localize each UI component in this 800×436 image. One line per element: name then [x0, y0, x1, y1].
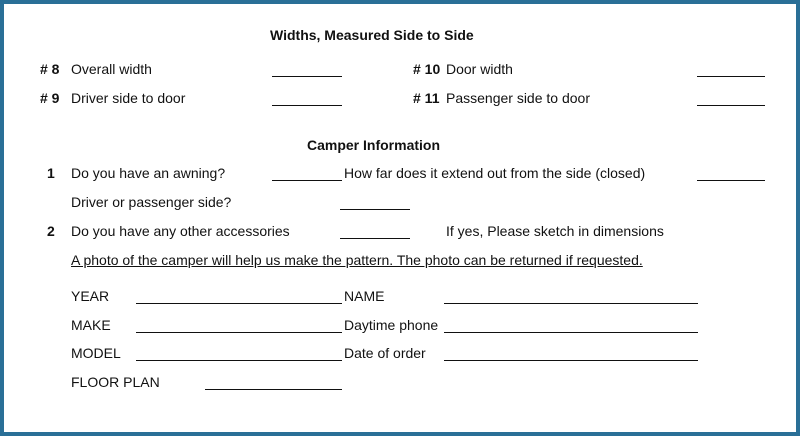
photo-note: A photo of the camper will help us make the pattern. The photo can be returned if requested. [71, 252, 643, 268]
item-number-10: # 10 [413, 61, 441, 77]
passenger-side-to-door-label: Passenger side to door [446, 90, 590, 106]
accessories-field[interactable] [340, 238, 410, 239]
sketch-instruction: If yes, Please sketch in dimensions [446, 223, 664, 239]
date-of-order-field[interactable] [444, 360, 698, 361]
floor-plan-field[interactable] [205, 389, 342, 390]
door-width-field[interactable] [697, 76, 765, 77]
accessories-question: Do you have any other accessories [71, 223, 290, 239]
awning-extend-field[interactable] [697, 180, 765, 181]
awning-question: Do you have an awning? [71, 165, 226, 181]
question-2-number: 2 [47, 223, 55, 239]
name-label: NAME [344, 288, 385, 304]
daytime-phone-label: Daytime phone [344, 317, 439, 333]
overall-width-field[interactable] [272, 76, 342, 77]
awning-field[interactable] [272, 180, 342, 181]
model-label: MODEL [71, 345, 121, 361]
year-label: YEAR [71, 288, 110, 304]
model-field[interactable] [136, 360, 342, 361]
camper-info-title: Camper Information [307, 137, 441, 153]
awning-side-field[interactable] [340, 209, 410, 210]
driver-side-to-door-label: Driver side to door [71, 90, 186, 106]
item-number-8: # 8 [40, 61, 60, 77]
awning-side-question: Driver or passenger side? [71, 194, 232, 210]
year-field[interactable] [136, 303, 342, 304]
driver-side-to-door-field[interactable] [272, 105, 342, 106]
item-number-11: # 11 [413, 90, 440, 106]
door-width-label: Door width [446, 61, 513, 77]
awning-extend-question: How far does it extend out from the side (closed) [344, 165, 646, 181]
daytime-phone-field[interactable] [444, 332, 698, 333]
date-of-order-label: Date of order [344, 345, 426, 361]
make-label: MAKE [71, 317, 111, 333]
make-field[interactable] [136, 332, 342, 333]
floor-plan-label: FLOOR PLAN [71, 374, 160, 390]
overall-width-label: Overall width [71, 61, 152, 77]
name-field[interactable] [444, 303, 698, 304]
question-1-number: 1 [47, 165, 55, 181]
item-number-9: # 9 [40, 90, 60, 106]
passenger-side-to-door-field[interactable] [697, 105, 765, 106]
widths-title: Widths, Measured Side to Side [270, 27, 474, 43]
